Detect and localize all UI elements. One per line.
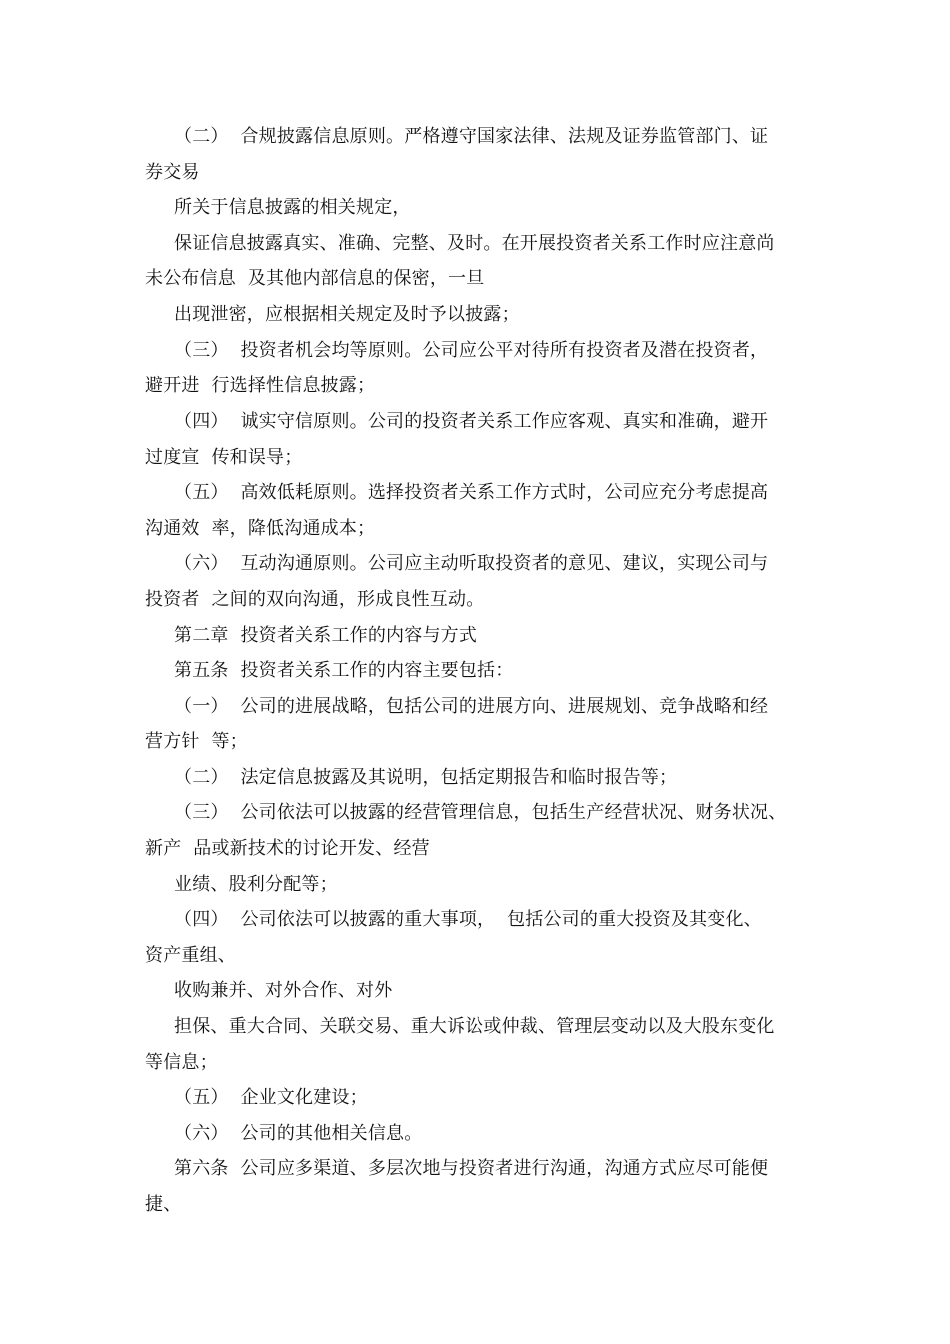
text-line: 捷、 bbox=[145, 1194, 182, 1215]
text-line: 沟通效 率，降低沟通成本； bbox=[145, 518, 376, 539]
text-line: 避开进 行选择性信息披露； bbox=[145, 375, 376, 396]
text-line: （四） 公司依法可以披露的重大事项， 包括公司的重大投资及其变化、 bbox=[174, 909, 762, 930]
text-line: 业绩、股利分配等； bbox=[174, 874, 338, 895]
text-line: （五） 高效低耗原则。选择投资者关系工作方式时，公司应充分考虑提高 bbox=[174, 482, 769, 503]
text-line: （六） 公司的其他相关信息。 bbox=[174, 1123, 423, 1144]
text-line: （三） 公司依法可以披露的经营管理信息，包括生产经营状况、财务状况、 bbox=[174, 802, 787, 823]
text-line: 担保、重大合同、关联交易、重大诉讼或仲裁、管理层变动以及大股东变化 bbox=[174, 1016, 775, 1037]
text-line: （二） 法定信息披露及其说明，包括定期报告和临时报告等； bbox=[174, 767, 678, 788]
text-line: 投资者 之间的双向沟通，形成良性互动。 bbox=[145, 589, 485, 610]
text-line: 过度宣 传和误导； bbox=[145, 447, 303, 468]
text-line: 资产重组、 bbox=[145, 945, 236, 966]
text-line: （三） 投资者机会均等原则。公司应公平对待所有投资者及潜在投资者， bbox=[174, 340, 769, 361]
text-line: （五） 企业文化建设； bbox=[174, 1087, 368, 1108]
text-line: 出现泄密，应根据相关规定及时予以披露； bbox=[174, 304, 520, 325]
text-line: （四） 诚实守信原则。公司的投资者关系工作应客观、真实和准确，避开 bbox=[174, 411, 769, 432]
text-line: 所关于信息披露的相关规定， bbox=[174, 197, 411, 218]
article-heading: 第五条 投资者关系工作的内容主要包括： bbox=[174, 660, 514, 681]
text-line: 券交易 bbox=[145, 162, 200, 183]
text-line: （二） 合规披露信息原则。严格遵守国家法律、法规及证券监管部门、证 bbox=[174, 126, 769, 147]
text-line: （六） 互动沟通原则。公司应主动听取投资者的意见、建议，实现公司与 bbox=[174, 553, 769, 574]
text-line: 新产 品或新技术的讨论开发、经营 bbox=[145, 838, 430, 859]
text-line: 未公布信息 及其他内部信息的保密，一旦 bbox=[145, 268, 485, 289]
text-line: 等信息； bbox=[145, 1052, 218, 1073]
chapter-heading: 第二章 投资者关系工作的内容与方式 bbox=[174, 625, 478, 646]
article-heading: 第六条 公司应多渠道、多层次地与投资者进行沟通，沟通方式应尽可能便 bbox=[174, 1158, 769, 1179]
text-line: 营方针 等； bbox=[145, 731, 248, 752]
text-line: （一） 公司的进展战略，包括公司的进展方向、进展规划、竞争战略和经 bbox=[174, 696, 769, 717]
text-line: 收购兼并、对外合作、对外 bbox=[174, 980, 393, 1001]
text-line: 保证信息披露真实、准确、完整、及时。在开展投资者关系工作时应注意尚 bbox=[174, 233, 775, 254]
